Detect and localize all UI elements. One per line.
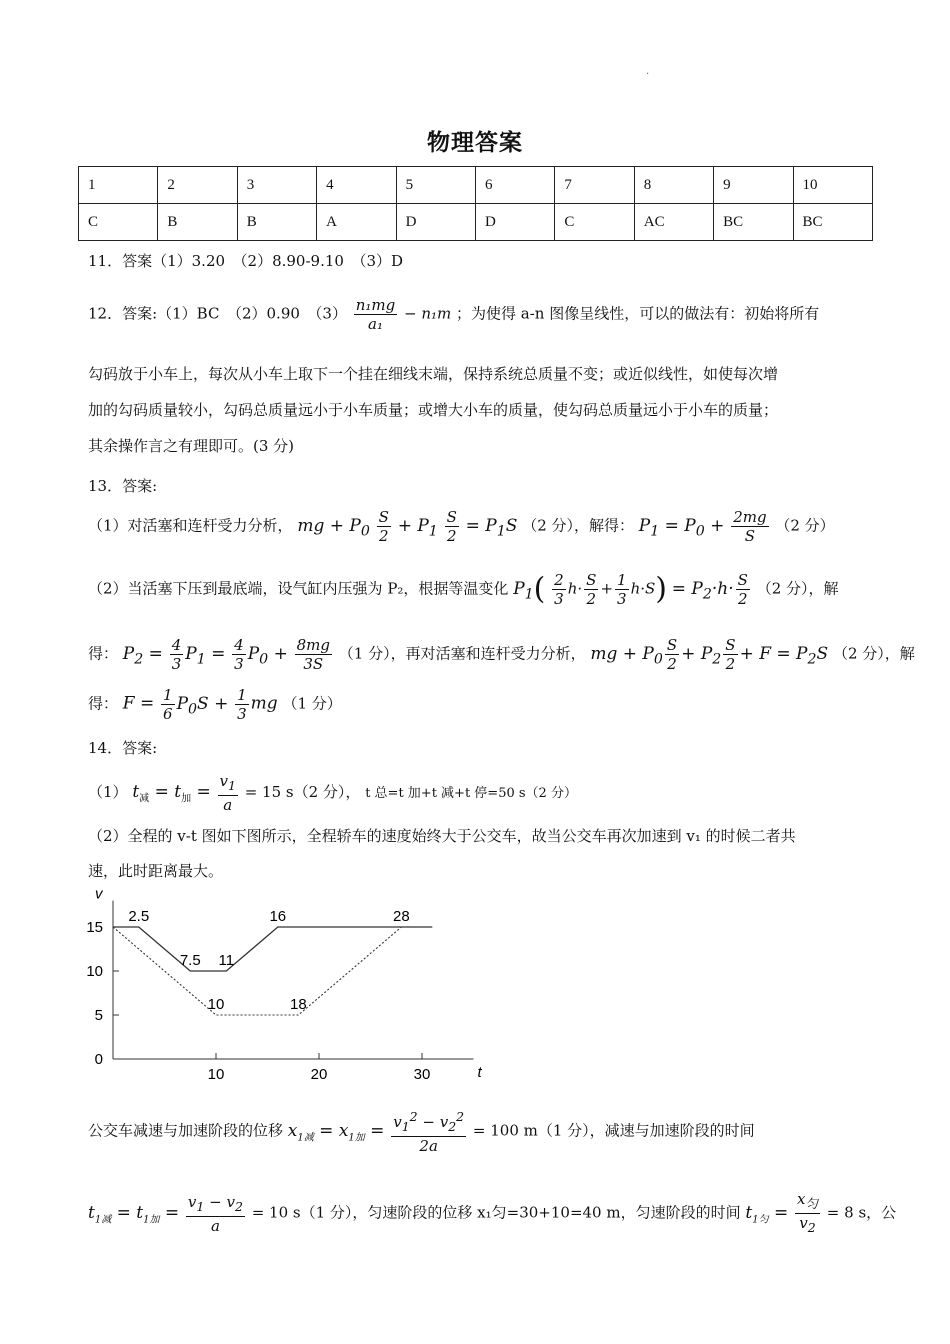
q13-eq-part: $P_0S$ +	[176, 693, 229, 717]
q12-line-1	[88, 296, 819, 333]
table-cell: C	[555, 204, 634, 241]
fraction-denominator: 3	[554, 590, 564, 608]
q13-p1-end: （2 分）	[775, 516, 835, 535]
table-cell: 3	[237, 167, 316, 204]
fraction	[218, 772, 238, 814]
fraction	[377, 508, 391, 545]
paren-open: (	[533, 571, 546, 607]
fraction-denominator: 2	[665, 654, 679, 673]
fraction-denominator: 2a	[391, 1136, 466, 1155]
q12-prefix: 12．答案:（1）BC （2）0.90 （3）	[88, 304, 347, 323]
q14-p4-end: = 8 s，公	[826, 1203, 897, 1222]
q13-p4-start: 得：	[88, 694, 119, 713]
fraction-denominator: 2	[736, 589, 750, 608]
table-cell: 5	[396, 167, 475, 204]
fraction	[186, 1193, 245, 1235]
table-cell: 10	[793, 167, 872, 204]
fraction	[295, 636, 332, 673]
table-cell: 1	[79, 167, 158, 204]
fraction	[723, 636, 737, 673]
q14-p1-a: （1）	[88, 783, 128, 801]
fraction-numerator: $x_匀$	[797, 1190, 819, 1211]
fraction	[391, 1108, 466, 1155]
y-tick-label: 5	[94, 1007, 103, 1024]
q11-answer: 11．答案（1）3.20 （2）8.90-9.10 （3）D	[88, 252, 404, 270]
data-label: 2.5	[128, 908, 150, 925]
fraction-numerator: $v_1 - v_2$	[187, 1192, 243, 1214]
q14-head: 14．答案:	[88, 739, 158, 757]
fraction	[232, 636, 246, 673]
table-cell: B	[158, 204, 237, 241]
series-line-car	[113, 927, 432, 971]
table-cell: D	[396, 204, 475, 241]
fraction-numerator: $v_1^2 - v_2^2$	[393, 1109, 465, 1134]
table-cell: 8	[634, 167, 713, 204]
fraction-numerator: 4	[234, 636, 244, 654]
q13-eq-part: +	[600, 579, 614, 598]
fraction-denominator: a	[218, 795, 238, 814]
table-cell: A	[317, 204, 396, 241]
fraction	[665, 636, 679, 673]
q13-part3	[88, 636, 915, 673]
q14-part4	[88, 1190, 896, 1237]
fraction	[736, 571, 750, 608]
fraction-denominator: 2	[377, 526, 391, 545]
q13-part2	[88, 571, 839, 608]
fraction-denominator: 6	[163, 705, 173, 723]
table-row-numbers	[79, 167, 873, 204]
q14-part1	[88, 772, 577, 814]
fraction-denominator: 3S	[295, 654, 332, 673]
q13-eq-part: h·S	[630, 579, 656, 598]
q13-p2-text: （2）当活塞下压到最底端，设气缸内压强为 P₂，根据等温变化	[88, 579, 509, 598]
y-tick-label: 0	[94, 1051, 103, 1068]
fraction-numerator: S	[737, 571, 748, 589]
q13-p4-end: （1 分）	[282, 694, 342, 713]
q14-eq-part: $x_{1减} = x_{1加}$ =	[287, 1120, 385, 1143]
data-label: 18	[290, 996, 307, 1013]
q12-tail-text: ；为使得 a-n 图像呈线性，可以的做法有：初始将所有	[456, 304, 820, 323]
q14-part3	[88, 1108, 755, 1155]
table-cell: B	[237, 204, 316, 241]
q13-eq-part: + $P_1$	[397, 515, 438, 539]
fraction-numerator: S	[378, 508, 389, 526]
fraction-numerator: 1	[163, 686, 173, 704]
fraction	[552, 571, 566, 608]
q14-p4-mid: = 10 s（1 分），匀速阶段的位移 x₁匀=30+10=40 m，匀速阶段的时间	[251, 1203, 741, 1222]
q13-p3-start: 得：	[88, 644, 119, 663]
q13-p1-text: （1）对活塞和连杆受力分析，	[88, 516, 293, 535]
q13-eq-part: $P_1$	[513, 578, 534, 602]
fraction-denominator: a₁	[354, 314, 398, 333]
y-tick-label: 15	[86, 919, 103, 936]
q13-eq-part: $P_0$ +	[247, 643, 288, 667]
q13-head: 13．答案:	[88, 477, 158, 495]
fraction-numerator: 1	[617, 571, 627, 589]
q13-eq-part: mg + $P_0$	[297, 515, 370, 539]
q13-p3-end: （2 分），解	[832, 644, 915, 663]
page-title: 物理答案	[427, 130, 523, 156]
table-cell: AC	[634, 204, 713, 241]
fraction-denominator: 3	[617, 590, 627, 608]
fraction-numerator: 8mg	[296, 636, 330, 654]
table-row-answers	[79, 204, 873, 241]
fraction	[170, 636, 184, 673]
fraction-numerator: 2mg	[733, 508, 767, 526]
q13-eq-part: = $P_1S$	[465, 515, 518, 539]
table-cell: BC	[714, 204, 793, 241]
q12-line-4: 其余操作言之有理即可。(3 分)	[88, 437, 295, 455]
q13-eq-part: + $P_2$	[681, 643, 722, 667]
fraction-numerator: 4	[171, 636, 182, 654]
fraction-numerator: S	[446, 508, 457, 526]
q13-p1-mid: （2 分），解得：	[522, 516, 634, 535]
table-cell: 6	[475, 167, 554, 204]
fraction	[445, 508, 459, 545]
fraction-denominator: 3	[237, 705, 247, 723]
fraction-denominator: a	[186, 1216, 245, 1235]
x-tick-label: 10	[207, 1066, 225, 1083]
q12-tail-expr: − n₁m	[404, 304, 452, 323]
fraction-numerator: S	[586, 571, 597, 589]
q13-eq-part: mg	[250, 693, 278, 714]
data-label: 10	[207, 996, 225, 1013]
fraction-numerator: S	[725, 636, 736, 654]
table-cell: 9	[714, 167, 793, 204]
q14-eq-part: $t_{1减} = t_{1加}$ =	[88, 1202, 180, 1225]
q14-p3-start: 公交车减速与加速阶段的位移	[88, 1121, 284, 1140]
q13-eq-part: $P_1 = P_0$ +	[638, 515, 725, 539]
fraction-numerator: S	[666, 636, 678, 654]
q14-eq-part: $t_{1匀}$ =	[745, 1202, 789, 1225]
vt-chart	[78, 885, 482, 1088]
paren-close: )	[655, 571, 667, 607]
header-dot: .	[646, 66, 650, 77]
fraction	[615, 571, 629, 608]
fraction	[161, 686, 175, 723]
data-label: 7.5	[179, 952, 201, 969]
fraction	[235, 686, 249, 723]
data-label: 11	[218, 952, 235, 969]
data-label: 16	[269, 908, 287, 925]
fraction	[731, 508, 768, 545]
q12-line-3: 加的勾码质量较小，勾码总质量远小于小车质量；或增大小车的质量，使勾码总质量远小于小车的质量；	[88, 401, 779, 419]
x-axis-label: t	[477, 1064, 482, 1081]
q13-eq-part: = $P_2\cdot h\cdot$	[671, 578, 734, 602]
q13-eq-part: + $F = P_2S$	[739, 643, 829, 667]
q14-p1-b: = 15 s（2 分），	[244, 783, 361, 801]
q13-p2-end: （2 分），解	[756, 579, 839, 598]
series-line-bus	[113, 927, 401, 1015]
fraction-denominator: 3	[171, 655, 182, 673]
q14-part2-line1: （2）全程的 v-t 图如下图所示，全程轿车的速度始终大于公交车，故当公交车再次加速到 v₁ 的时候二者共	[88, 827, 796, 845]
x-tick-label: 20	[310, 1066, 328, 1083]
fraction-denominator: 2	[445, 526, 459, 545]
q12-line-2: 勾码放于小车上，每次从小车上取下一个挂在细线末端，保持系统总质量不变；或近似线性，如使每次增	[88, 365, 779, 383]
fraction-numerator: 2	[554, 571, 564, 589]
q13-eq-part: $P_2$ =	[122, 643, 163, 667]
y-axis-label: v	[95, 885, 103, 903]
q14-p3-end: = 100 m（1 分），减速与加速阶段的时间	[472, 1121, 755, 1140]
q14-eq-part: $t_减 = t_加$ =	[132, 782, 211, 805]
table-cell: BC	[793, 204, 872, 241]
fraction-denominator: S	[731, 526, 768, 545]
x-tick-label: 30	[413, 1066, 431, 1083]
fraction-numerator: 1	[237, 686, 247, 704]
q13-eq-part: F =	[122, 693, 155, 714]
q13-part1	[88, 508, 835, 545]
data-label: 28	[393, 908, 410, 925]
q13-eq-part: h·	[567, 579, 583, 598]
table-cell: 2	[158, 167, 237, 204]
fraction-denominator: 2	[723, 654, 737, 673]
q13-eq-part: mg + $P_0$	[590, 643, 663, 667]
q12-fraction	[354, 296, 398, 333]
q13-eq-part: $P_1$ =	[185, 643, 226, 667]
table-cell: 7	[555, 167, 634, 204]
q13-p3-mid: （1 分），再对活塞和连杆受力分析，	[338, 644, 586, 663]
y-tick-label: 10	[86, 963, 103, 980]
table-cell: C	[79, 204, 158, 241]
q14-part2-line2: 速，此时距离最大。	[88, 862, 224, 880]
table-cell: D	[475, 204, 554, 241]
fraction-denominator: 2	[584, 589, 598, 608]
q14-p1-c: t 总=t 加+t 减+t 停=50 s（2 分）	[365, 786, 577, 801]
fraction-denominator: $v_2$	[795, 1213, 820, 1237]
table-cell: 4	[317, 167, 396, 204]
q13-part4	[88, 686, 342, 723]
answer-table	[78, 166, 873, 241]
fraction	[584, 571, 598, 608]
fraction-denominator: 3	[234, 655, 244, 673]
fraction-numerator: $v_1$	[219, 772, 236, 793]
fraction	[795, 1190, 820, 1237]
fraction-numerator: n₁mg	[355, 296, 396, 314]
